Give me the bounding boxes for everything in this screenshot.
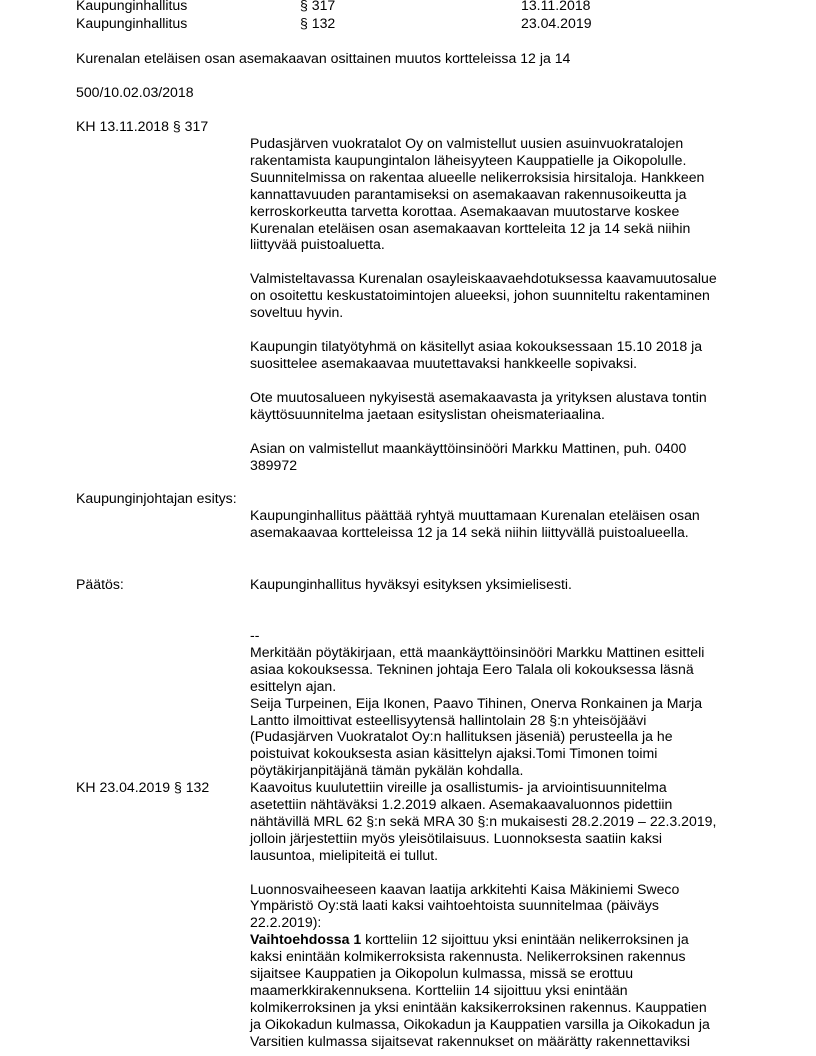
text-line: kannattavuuden parantamiseksi on asemakaavan rakennusoikeutta ja	[250, 185, 687, 202]
header-row-1-date: 13.11.2018	[521, 0, 591, 13]
text-line: Asian on valmistellut maankäyttöinsinööri Markku Mattinen, puh. 0400	[250, 439, 687, 456]
text-line: asetettiin nähtäväksi 1.2.2019 alkaen. Asemakaavaluonnos pidettiin	[250, 795, 673, 812]
text-line: Ympäristö Oy:stä laati kaksi vaihtoehtoista suunnitelmaa (päiväys	[250, 897, 659, 914]
notes-body	[250, 627, 750, 779]
alternative-heading: Vaihtoehdossa 1	[250, 931, 362, 948]
text-line: Lantto ilmoittivat esteellisyytensä hallintolain 28 §:n yhteisöjäävi	[250, 711, 647, 728]
text-line: nähtävillä MRL 62 §:n sekä MRA 30 §:n mukaisesti 28.2.2019 – 22.3.2019,	[250, 812, 717, 829]
text-line: ja Oikokadun kulmassa, Oikokadun ja Kauppatien varsilla ja Oikokadun ja	[250, 1015, 710, 1032]
header-row-2-section: § 132	[300, 15, 336, 31]
text-line: asemakaavaa kortteleissa 12 ja 14 sekä niihin liittyvällä puistoalueella.	[250, 523, 689, 540]
text-line: esittelyn ajan.	[250, 677, 337, 694]
text-line: poistuivat kokouksesta asian käsittelyn ajaksi.Tomi Timonen toimi	[250, 745, 658, 762]
text-line: on osoitettu keskustatoimintojen alueeksi, johon suunniteltu rakentaminen	[250, 287, 710, 304]
kh2-paragraph-1	[250, 779, 750, 864]
decision-label: Päätös:	[76, 576, 124, 592]
text-line: 22.2.2019):	[250, 914, 322, 931]
text-line: liittyvää puistoaluetta.	[250, 236, 385, 253]
kh2-label: KH 23.04.2019 § 132	[76, 779, 210, 795]
text-line: Varsitien kulmassa sijaitsevat rakennukset on määrätty rakennettaviksi	[250, 1032, 690, 1049]
text-line: Kaupunginhallitus päättää ryhtyä muuttamaan Kurenalan eteläisen osan	[250, 507, 700, 523]
text-line: Ote muutosalueen nykyisestä asemakaavasta ja yrityksen alustava tontin	[250, 388, 707, 405]
reference-number: 500/10.02.03/2018	[76, 84, 194, 100]
text-line: käyttösuunnitelma jaetaan esityslistan oheismateriaalina.	[250, 405, 605, 422]
text-line: (Pudasjärven Vuokratalot Oy:n hallituksen jäseniä) perusteella ja he	[250, 728, 673, 745]
text-line: pöytäkirjanpitäjänä tämän pykälän kohdalla.	[250, 762, 524, 779]
kh2-body	[250, 779, 750, 1050]
text-line: Pudasjärven vuokratalot Oy on valmistellut uusien asuinvuokratalojen	[250, 135, 684, 151]
text-span: kortteliin 12 sijoittuu yksi enintään nelikerroksinen ja	[361, 931, 689, 948]
kh1-label: KH 13.11.2018 § 317	[76, 118, 209, 134]
text-line: sijaitsee Kauppatien ja Oikopolun kulmassa, missä se erottuu	[250, 965, 634, 982]
proposal-label: Kaupunginjohtajan esitys:	[76, 490, 237, 506]
text-line: maamerkkirakennuksena. Kortteliin 14 sijoittuu yksi enintään	[250, 981, 628, 998]
text-line	[250, 931, 750, 948]
text-line: asiaa kokouksessa. Tekninen johtaja Eero Talala oli kokouksessa läsnä	[250, 660, 694, 677]
text-line: rakentamista kaupungintalon läheisyyteen Kauppatielle ja Oikopolulle.	[250, 151, 687, 168]
text-line: Seija Turpeinen, Eija Ikonen, Paavo Tihinen, Onerva Ronkainen ja Marja	[250, 694, 703, 711]
kh2-alternative-1	[250, 931, 750, 1049]
kh1-paragraph-1	[250, 135, 750, 253]
text-line: Merkitään pöytäkirjaan, että maankäyttöinsinööri Markku Mattinen esitteli	[250, 643, 705, 660]
document-title: Kurenalan eteläisen osan asemakaavan osittainen muutos kortteleissa 12 ja 14	[76, 50, 571, 66]
text-line: kerroskorkeutta tarvetta korottaa. Asemakaavan muutostarve koskee	[250, 202, 680, 219]
text-line: suosittelee asemakaavaa muutettavaksi hankkeelle sopivaksi.	[250, 354, 638, 371]
text-line: jolloin järjestettiin myös yleisötilaisuus. Luonnoksesta saatiin kaksi	[250, 829, 663, 846]
text-line: 389972	[250, 456, 298, 473]
kh1-paragraph-4	[250, 389, 750, 423]
kh1-paragraph-3	[250, 338, 750, 372]
text-line: Valmisteltavassa Kurenalan osayleiskaavaehdotuksessa kaavamuutosalue	[250, 270, 717, 287]
text-line: kolmikerroksinen ja yksi enintään kaksikerroksinen rakennus. Kauppatien	[250, 998, 707, 1015]
proposal-body	[250, 507, 750, 541]
header-row-1-section: § 317	[300, 0, 336, 13]
header-row-1-body: Kaupunginhallitus	[76, 0, 188, 13]
header-row-2-body: Kaupunginhallitus	[76, 15, 188, 31]
text-line: Suunnitelmissa on rakentaa alueelle nelikerroksisia hirsitaloja. Hankkeen	[250, 168, 705, 185]
separator: --	[250, 627, 260, 643]
text-line: Kurenalan eteläisen osan asemakaavan kortteleita 12 ja 14 sekä niihin	[250, 219, 691, 236]
text-line: Luonnosvaiheeseen kaavan laatija arkkitehti Kaisa Mäkiniemi Sweco	[250, 880, 680, 897]
text-line: lausuntoa, mielipiteitä ei tullut.	[250, 846, 439, 863]
kh1-paragraph-2	[250, 270, 750, 321]
text-line: soveltuu hyvin.	[250, 304, 344, 321]
kh1-body	[250, 135, 750, 474]
text-line: Kaupungin tilatyötyhmä on käsitellyt asiaa kokouksessaan 15.10 2018 ja	[250, 338, 703, 355]
header-row-2-date: 23.04.2019	[521, 15, 592, 31]
text-line: kaksi enintään kolmikerroksista rakennusta. Nelikerroksinen rakennus	[250, 948, 686, 965]
kh2-paragraph-2	[250, 881, 750, 932]
decision-text: Kaupunginhallitus hyväksyi esityksen yksimielisesti.	[250, 576, 572, 592]
text-line: Kaavoitus kuulutettiin vireille ja osallistumis- ja arviointisuunnitelma	[250, 779, 667, 795]
kh1-paragraph-5	[250, 440, 750, 474]
